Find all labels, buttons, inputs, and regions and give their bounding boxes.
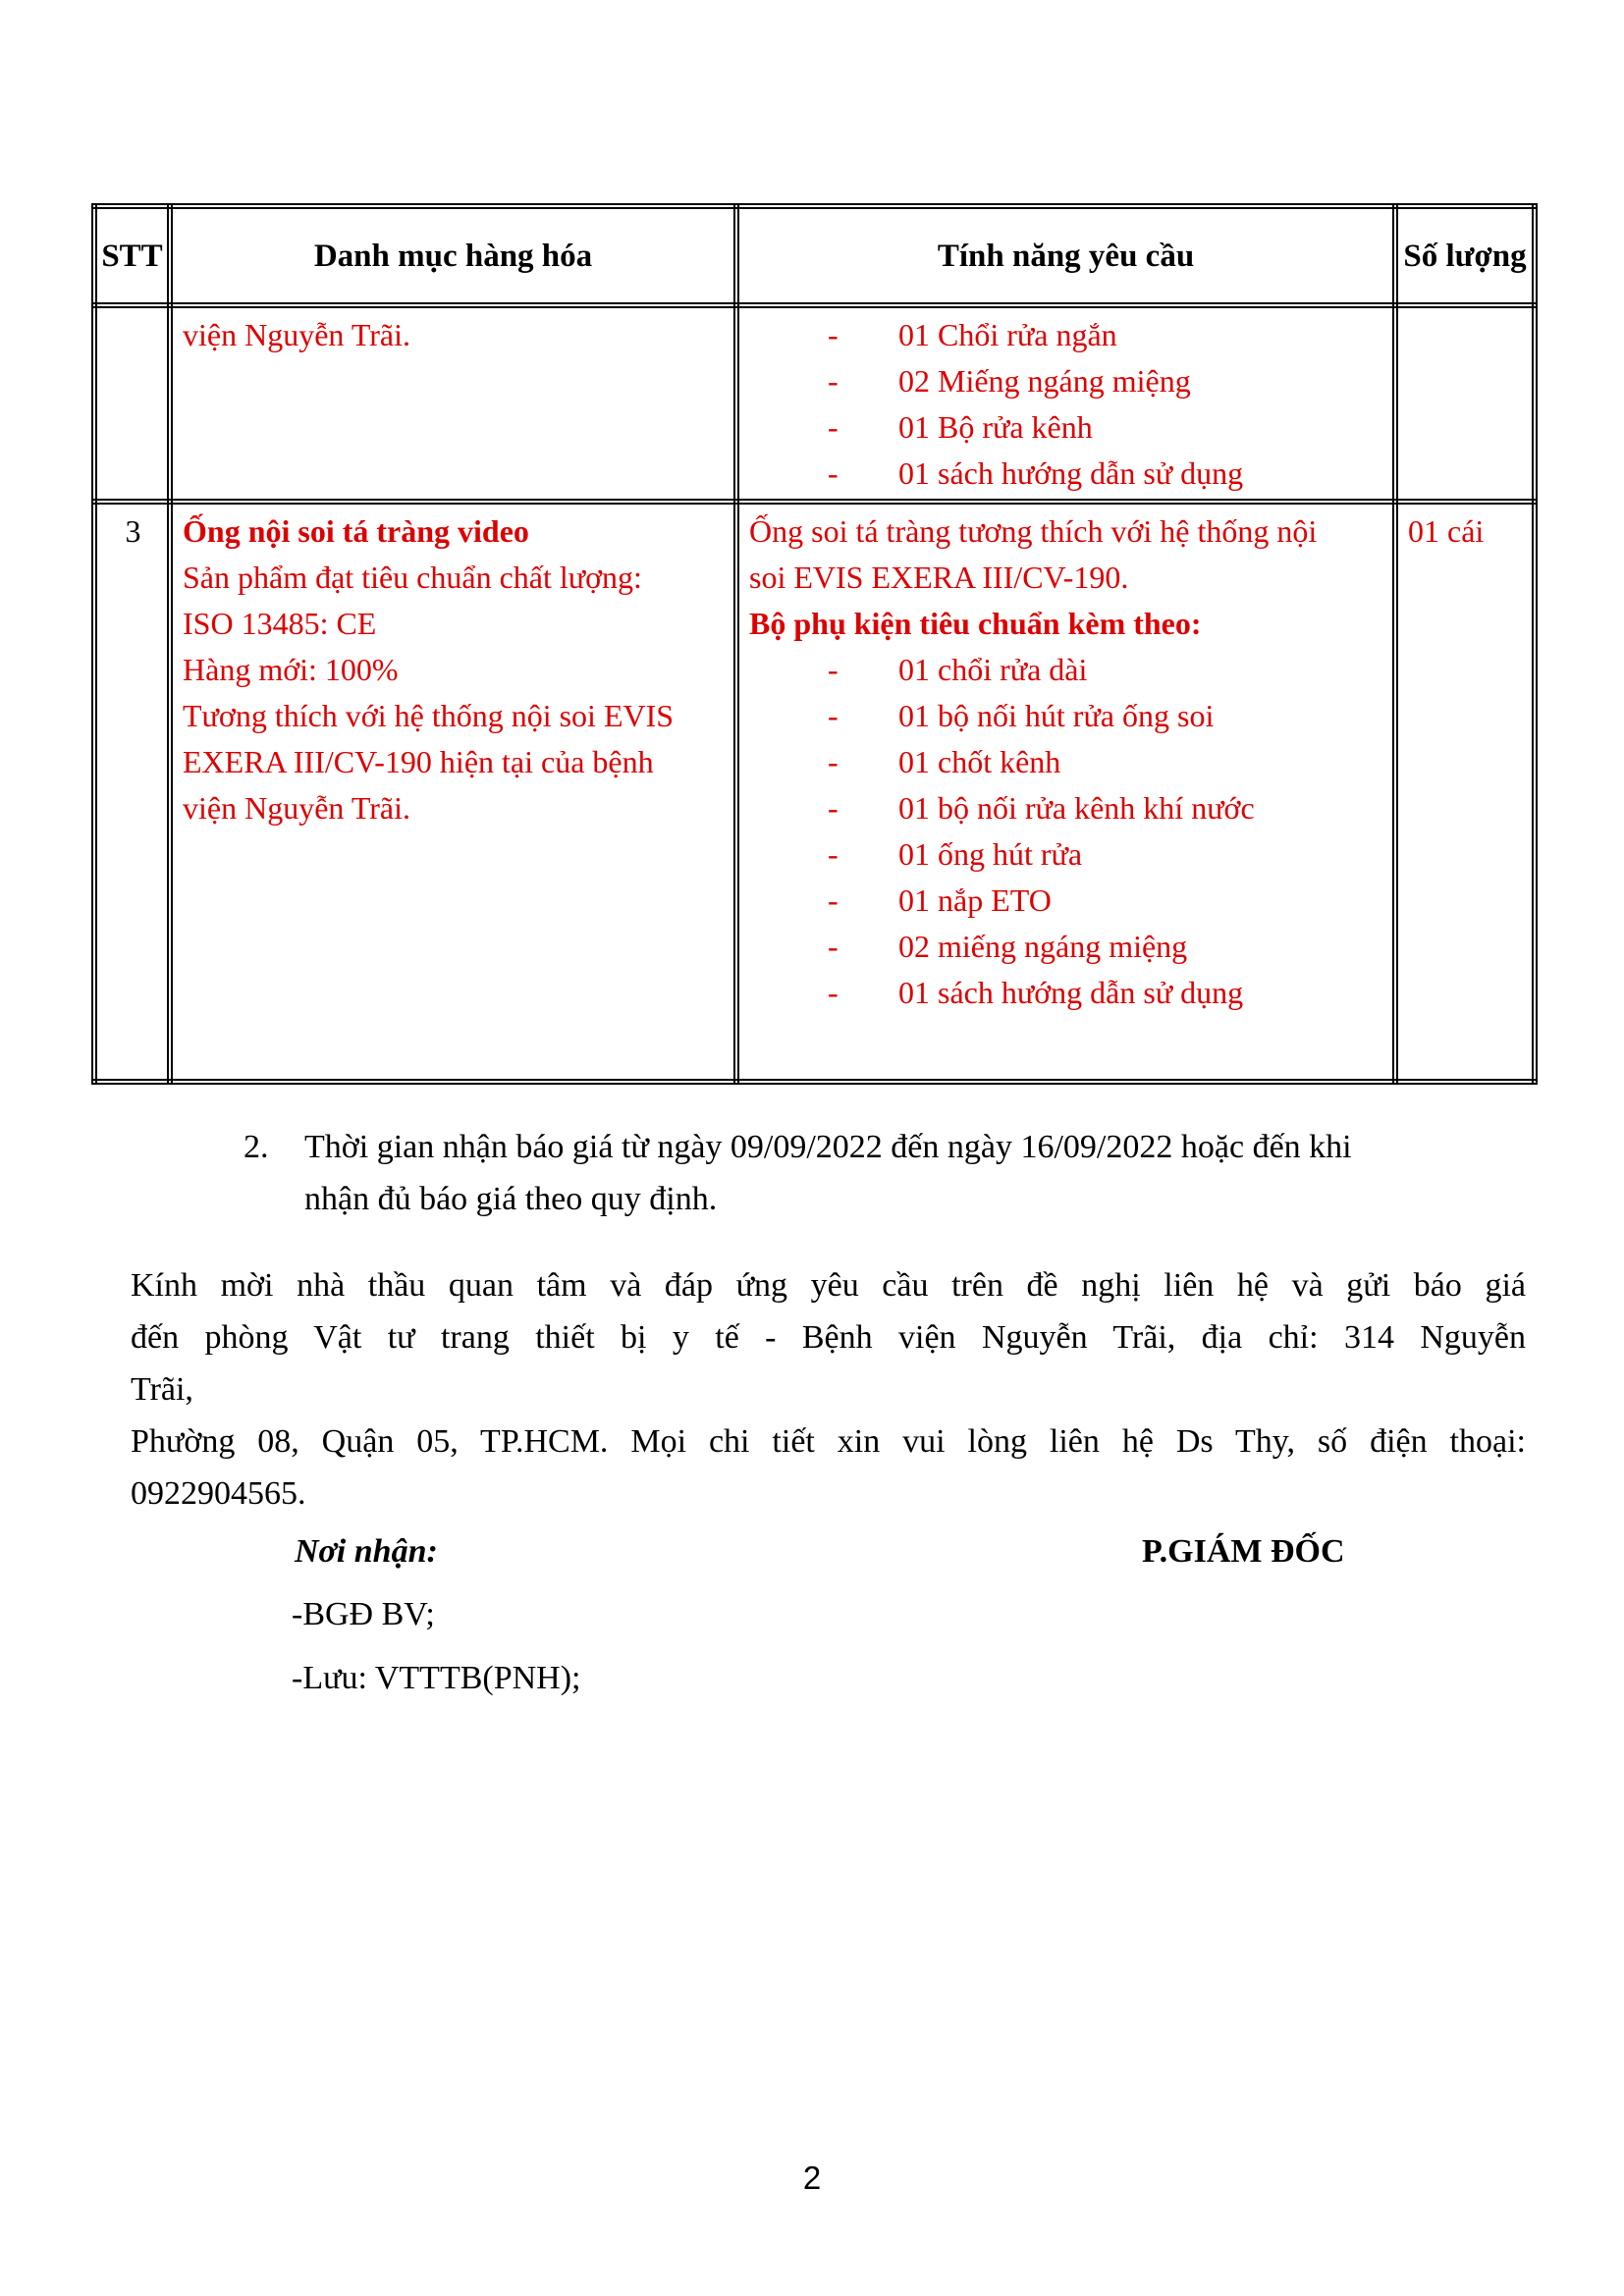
- paragraph-line: Phường 08, Quận 05, TP.HCM. Mọi chi tiết xin vui lòng liên hệ Ds Thy, số điện thoại:: [131, 1423, 1526, 1460]
- features-cell: [736, 305, 1395, 502]
- list-item-text: 01 Chổi rửa ngắn: [898, 317, 1117, 352]
- list-item: [749, 404, 1384, 451]
- list-item-text: 01 ống hút rửa: [898, 836, 1083, 872]
- recipient-line: -BGĐ BV;: [292, 1596, 435, 1632]
- header-tinh-nang: Tính năng yêu cầu: [736, 206, 1395, 305]
- feature-line: soi EVIS EXERA III/CV-190.: [749, 560, 1129, 595]
- table-header-row: [94, 206, 1535, 305]
- product-line: ISO 13485: CE: [183, 606, 377, 641]
- page-number: 2: [802, 2160, 822, 2196]
- paragraph-line: Trãi,: [131, 1371, 193, 1408]
- list-item-text: 01 bộ nối rửa kênh khí nước: [898, 790, 1255, 826]
- list-item-text: 01 chổi rửa dài: [898, 652, 1088, 687]
- list-item-text: 02 Miếng ngáng miệng: [898, 363, 1191, 399]
- paragraph-line: 0922904565.: [131, 1475, 306, 1512]
- list-item-text: 01 nắp ETO: [898, 882, 1052, 918]
- dash-bullet: -: [828, 455, 839, 491]
- feature-line: Ống soi tá tràng tương thích với hệ thống nội: [749, 513, 1318, 549]
- note-line: nhận đủ báo giá theo quy định.: [304, 1181, 718, 1217]
- list-item: [749, 451, 1384, 497]
- product-line: viện Nguyễn Trãi.: [183, 790, 410, 826]
- list-item: [749, 312, 1384, 358]
- product-cell: [170, 305, 736, 502]
- recipient-line: -Lưu: VTTTB(PNH);: [292, 1660, 581, 1696]
- list-item-text: 01 sách hướng dẫn sử dụng: [898, 975, 1244, 1010]
- list-item-text: 01 bộ nối hút rửa ống soi: [898, 698, 1215, 733]
- dash-bullet: -: [828, 836, 839, 872]
- list-item: [749, 739, 1384, 785]
- feature-subtitle: Bộ phụ kiện tiêu chuẩn kèm theo:: [749, 606, 1202, 641]
- product-line: EXERA III/CV-190 hiện tại của bệnh: [183, 744, 654, 779]
- header-danh-muc: Danh mục hàng hóa: [170, 206, 736, 305]
- note-line: [244, 1121, 1490, 1173]
- product-line: Hàng mới: 100%: [183, 652, 399, 687]
- quantity-cell: 01 cái: [1395, 502, 1535, 1082]
- quantity-cell: [1395, 305, 1535, 502]
- product-cell: [170, 502, 736, 1082]
- paragraph-line: Kính mời nhà thầu quan tâm và đáp ứng yêu cầu trên đề nghị liên hệ và gửi báo giá: [131, 1267, 1526, 1304]
- list-item: [749, 647, 1384, 693]
- table-row-3: [94, 502, 1535, 1082]
- signer-title: P.GIÁM ĐỐC: [1142, 1533, 1345, 1570]
- note-item-2: [244, 1121, 1490, 1225]
- items-table: [91, 203, 1538, 1085]
- dash-bullet: -: [828, 882, 839, 918]
- note-text: Thời gian nhận báo giá từ ngày 09/09/2022 đến ngày 16/09/2022 hoặc đến khi: [304, 1129, 1352, 1165]
- stt-cell: 3: [94, 502, 170, 1082]
- dash-bullet: -: [828, 409, 839, 445]
- product-line: Tương thích với hệ thống nội soi EVIS: [183, 698, 675, 733]
- table-row-continuation: [94, 305, 1535, 502]
- header-so-luong: Số lượng: [1395, 206, 1535, 305]
- note-number: 2.: [244, 1129, 269, 1165]
- dash-bullet: -: [828, 790, 839, 826]
- product-line: viện Nguyễn Trãi.: [183, 317, 410, 352]
- dash-bullet: -: [828, 744, 839, 779]
- header-stt: STT: [94, 206, 170, 305]
- list-item: [749, 878, 1384, 924]
- signature-block: [0, 1533, 1624, 1749]
- product-title: Ống nội soi tá tràng video: [183, 513, 529, 549]
- stt-cell: [94, 305, 170, 502]
- list-item-text: 02 miếng ngáng miệng: [898, 929, 1188, 964]
- list-item-text: 01 chốt kênh: [898, 744, 1061, 779]
- invitation-paragraph: [131, 1259, 1526, 1520]
- list-item-text: 01 Bộ rửa kênh: [898, 409, 1093, 445]
- list-item: [749, 924, 1384, 970]
- dash-bullet: -: [828, 317, 839, 352]
- list-item-text: 01 sách hướng dẫn sử dụng: [898, 455, 1244, 491]
- list-item: [749, 970, 1384, 1016]
- list-item: [749, 358, 1384, 404]
- list-item: [749, 693, 1384, 739]
- list-item: [749, 831, 1384, 878]
- product-line: Sản phẩm đạt tiêu chuẩn chất lượng:: [183, 560, 642, 595]
- dash-bullet: -: [828, 975, 839, 1010]
- list-item: [749, 785, 1384, 831]
- dash-bullet: -: [828, 698, 839, 733]
- dash-bullet: -: [828, 929, 839, 964]
- recipients-label: Nơi nhận:: [295, 1533, 438, 1570]
- paragraph-line: đến phòng Vật tư trang thiết bị y tế - Bệnh viện Nguyễn Trãi, địa chỉ: 314 Nguyễn: [131, 1319, 1526, 1356]
- dash-bullet: -: [828, 652, 839, 687]
- features-cell: [736, 502, 1395, 1082]
- dash-bullet: -: [828, 363, 839, 399]
